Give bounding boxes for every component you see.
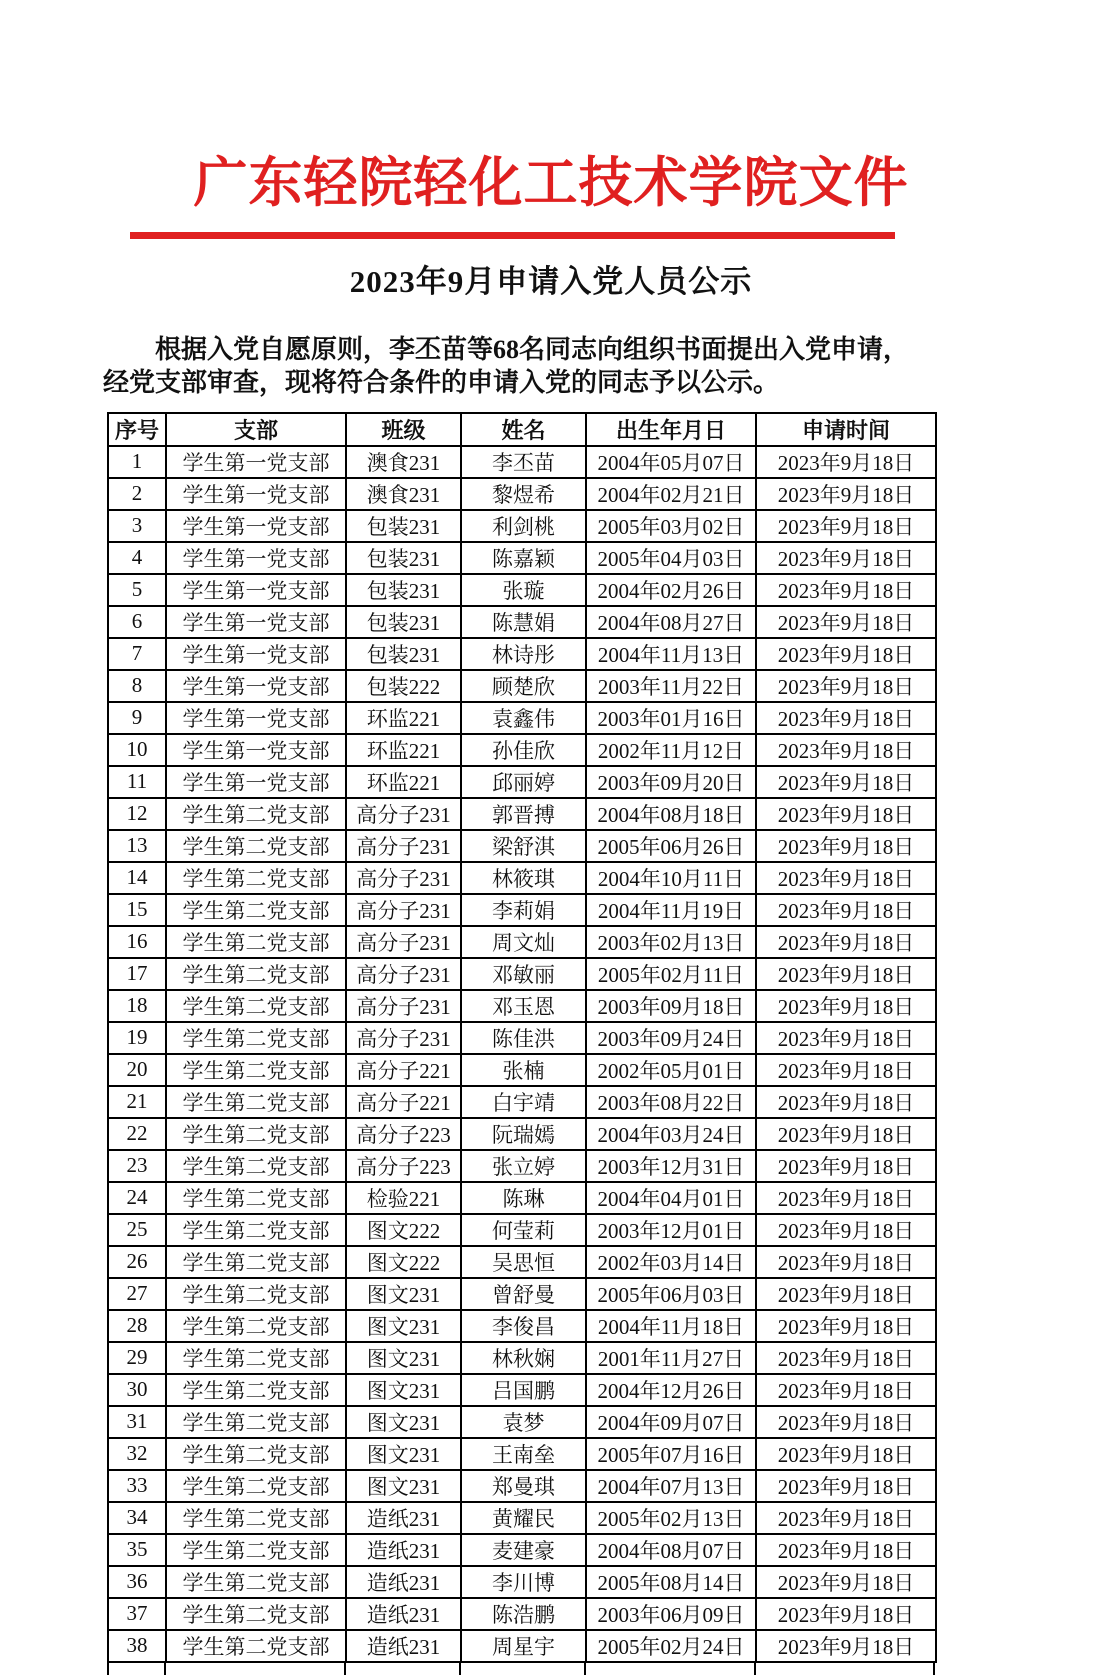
table-row — [108, 1086, 936, 1118]
cell-name: 利剑桃 — [461, 510, 586, 542]
cell-name: 黄耀民 — [461, 1502, 586, 1534]
cell-class: 包装231 — [346, 542, 461, 574]
cell-branch: 学生第二党支部 — [166, 798, 346, 830]
cell-apply-date: 2023年9月18日 — [756, 670, 936, 702]
table-row — [108, 734, 936, 766]
cell-name: 林诗彤 — [461, 638, 586, 670]
cell-birthdate: 2003年06月09日 — [586, 1598, 756, 1630]
cell-class: 造纸231 — [346, 1502, 461, 1534]
cell-branch: 学生第二党支部 — [166, 1310, 346, 1342]
cell-class: 高分子231 — [346, 926, 461, 958]
cell-birthdate: 2004年07月13日 — [586, 1470, 756, 1502]
cell-branch: 学生第二党支部 — [166, 1630, 346, 1662]
cell-birthdate: 2004年08月27日 — [586, 606, 756, 638]
cell-birthdate: 2001年11月27日 — [586, 1342, 756, 1374]
table-row — [108, 574, 936, 606]
cutoff-next-row — [107, 1663, 935, 1675]
cell-class: 环监221 — [346, 734, 461, 766]
cell-apply-date: 2023年9月18日 — [756, 446, 936, 478]
table-column-stub — [754, 1663, 756, 1675]
masthead-rule — [130, 232, 895, 239]
cell-branch: 学生第一党支部 — [166, 702, 346, 734]
cell-index: 24 — [108, 1182, 166, 1214]
cell-apply-date: 2023年9月18日 — [756, 830, 936, 862]
cell-branch: 学生第二党支部 — [166, 1118, 346, 1150]
cell-name: 邓敏丽 — [461, 958, 586, 990]
cell-apply-date: 2023年9月18日 — [756, 798, 936, 830]
table-row — [108, 1118, 936, 1150]
header-cell-apply-date: 申请时间 — [756, 413, 936, 446]
cell-birthdate: 2004年02月26日 — [586, 574, 756, 606]
cell-index: 3 — [108, 510, 166, 542]
cell-apply-date: 2023年9月18日 — [756, 606, 936, 638]
cell-index: 6 — [108, 606, 166, 638]
table-column-stub — [459, 1663, 461, 1675]
cell-birthdate: 2004年11月13日 — [586, 638, 756, 670]
cell-class: 图文231 — [346, 1310, 461, 1342]
cell-apply-date: 2023年9月18日 — [756, 1598, 936, 1630]
table-row — [108, 1022, 936, 1054]
cell-name: 阮瑞嫣 — [461, 1118, 586, 1150]
cell-birthdate: 2004年02月21日 — [586, 478, 756, 510]
cell-name: 陈嘉颖 — [461, 542, 586, 574]
cell-name: 林筱琪 — [461, 862, 586, 894]
cell-birthdate: 2005年02月13日 — [586, 1502, 756, 1534]
table-row — [108, 1374, 936, 1406]
cell-index: 21 — [108, 1086, 166, 1118]
cell-branch: 学生第二党支部 — [166, 862, 346, 894]
cell-birthdate: 2004年11月18日 — [586, 1310, 756, 1342]
cell-apply-date: 2023年9月18日 — [756, 990, 936, 1022]
cell-apply-date: 2023年9月18日 — [756, 1534, 936, 1566]
cell-class: 高分子231 — [346, 894, 461, 926]
cell-branch: 学生第二党支部 — [166, 1374, 346, 1406]
cell-branch: 学生第一党支部 — [166, 446, 346, 478]
cell-name: 李莉娟 — [461, 894, 586, 926]
cell-apply-date: 2023年9月18日 — [756, 1566, 936, 1598]
table-column-stub — [344, 1663, 346, 1675]
header-cell-class: 班级 — [346, 413, 461, 446]
cell-class: 高分子221 — [346, 1086, 461, 1118]
cell-birthdate: 2004年09月07日 — [586, 1406, 756, 1438]
cell-index: 18 — [108, 990, 166, 1022]
cell-index: 16 — [108, 926, 166, 958]
cell-birthdate: 2005年04月03日 — [586, 542, 756, 574]
cell-name: 周文灿 — [461, 926, 586, 958]
cell-birthdate: 2004年12月26日 — [586, 1374, 756, 1406]
cell-name: 黎煜希 — [461, 478, 586, 510]
cell-name: 张立婷 — [461, 1150, 586, 1182]
cell-class: 包装231 — [346, 574, 461, 606]
cell-name: 吴思恒 — [461, 1246, 586, 1278]
header-cell-branch: 支部 — [166, 413, 346, 446]
cell-index: 12 — [108, 798, 166, 830]
cell-birthdate: 2004年04月01日 — [586, 1182, 756, 1214]
header-cell-name: 姓名 — [461, 413, 586, 446]
cell-index: 31 — [108, 1406, 166, 1438]
cell-index: 22 — [108, 1118, 166, 1150]
cell-class: 造纸231 — [346, 1598, 461, 1630]
intro-line: 经党支部审查，现将符合条件的申请入党的同志予以公示。 — [103, 367, 780, 397]
cell-apply-date: 2023年9月18日 — [756, 1438, 936, 1470]
cell-apply-date: 2023年9月18日 — [756, 1246, 936, 1278]
table-row — [108, 766, 936, 798]
cell-branch: 学生第二党支部 — [166, 1406, 346, 1438]
cell-class: 环监221 — [346, 702, 461, 734]
cell-apply-date: 2023年9月18日 — [756, 1406, 936, 1438]
cell-apply-date: 2023年9月18日 — [756, 1022, 936, 1054]
cell-index: 33 — [108, 1470, 166, 1502]
cell-name: 张璇 — [461, 574, 586, 606]
intro-line: 根据入党自愿原则，李丕苗等68名同志向组织书面提出入党申请， — [155, 334, 910, 364]
header-cell-birthdate: 出生年月日 — [586, 413, 756, 446]
cell-birthdate: 2003年09月18日 — [586, 990, 756, 1022]
cell-branch: 学生第二党支部 — [166, 990, 346, 1022]
cell-branch: 学生第二党支部 — [166, 1054, 346, 1086]
cell-birthdate: 2005年02月24日 — [586, 1630, 756, 1662]
cell-birthdate: 2003年02月13日 — [586, 926, 756, 958]
cell-class: 高分子231 — [346, 798, 461, 830]
cell-apply-date: 2023年9月18日 — [756, 638, 936, 670]
table-row — [108, 1214, 936, 1246]
table-row — [108, 670, 936, 702]
cell-name: 周星宇 — [461, 1630, 586, 1662]
cell-branch: 学生第一党支部 — [166, 670, 346, 702]
cell-apply-date: 2023年9月18日 — [756, 542, 936, 574]
cell-apply-date: 2023年9月18日 — [756, 1182, 936, 1214]
cell-class: 高分子231 — [346, 1022, 461, 1054]
table-row — [108, 606, 936, 638]
table-row — [108, 542, 936, 574]
cell-name: 郑曼琪 — [461, 1470, 586, 1502]
table-row — [108, 798, 936, 830]
cell-branch: 学生第二党支部 — [166, 1022, 346, 1054]
cell-apply-date: 2023年9月18日 — [756, 734, 936, 766]
cell-branch: 学生第一党支部 — [166, 766, 346, 798]
table-row — [108, 1278, 936, 1310]
table-column-stub — [933, 1663, 935, 1675]
cell-index: 34 — [108, 1502, 166, 1534]
cell-apply-date: 2023年9月18日 — [756, 1310, 936, 1342]
cell-birthdate: 2004年08月18日 — [586, 798, 756, 830]
cell-class: 高分子223 — [346, 1118, 461, 1150]
cell-class: 图文231 — [346, 1342, 461, 1374]
cell-name: 何莹莉 — [461, 1214, 586, 1246]
cell-name: 邓玉恩 — [461, 990, 586, 1022]
cell-index: 14 — [108, 862, 166, 894]
cell-apply-date: 2023年9月18日 — [756, 862, 936, 894]
cell-class: 包装231 — [346, 510, 461, 542]
cell-apply-date: 2023年9月18日 — [756, 894, 936, 926]
cell-birthdate: 2003年01月16日 — [586, 702, 756, 734]
cell-index: 5 — [108, 574, 166, 606]
cell-name: 林秋娴 — [461, 1342, 586, 1374]
cell-class: 高分子231 — [346, 990, 461, 1022]
cell-class: 检验221 — [346, 1182, 461, 1214]
cell-branch: 学生第一党支部 — [166, 734, 346, 766]
cell-class: 包装231 — [346, 606, 461, 638]
cell-apply-date: 2023年9月18日 — [756, 926, 936, 958]
cell-index: 37 — [108, 1598, 166, 1630]
cell-index: 11 — [108, 766, 166, 798]
cell-apply-date: 2023年9月18日 — [756, 574, 936, 606]
cell-index: 36 — [108, 1566, 166, 1598]
page-title: 2023年9月申请入党人员公示 — [349, 263, 753, 299]
cell-birthdate: 2005年03月02日 — [586, 510, 756, 542]
cell-apply-date: 2023年9月18日 — [756, 1150, 936, 1182]
cell-name: 吕国鹏 — [461, 1374, 586, 1406]
cell-index: 8 — [108, 670, 166, 702]
header-cell-index: 序号 — [108, 413, 166, 446]
table-row — [108, 958, 936, 990]
cell-birthdate: 2003年12月31日 — [586, 1150, 756, 1182]
cell-branch: 学生第二党支部 — [166, 1438, 346, 1470]
cell-index: 9 — [108, 702, 166, 734]
cell-apply-date: 2023年9月18日 — [756, 702, 936, 734]
table-row — [108, 478, 936, 510]
cell-name: 陈佳洪 — [461, 1022, 586, 1054]
table-row — [108, 1310, 936, 1342]
cell-class: 高分子231 — [346, 830, 461, 862]
table-column-stub — [164, 1663, 166, 1675]
cell-branch: 学生第二党支部 — [166, 1470, 346, 1502]
cell-branch: 学生第一党支部 — [166, 510, 346, 542]
cell-index: 15 — [108, 894, 166, 926]
cell-index: 19 — [108, 1022, 166, 1054]
cell-index: 32 — [108, 1438, 166, 1470]
cell-class: 澳食231 — [346, 478, 461, 510]
cell-apply-date: 2023年9月18日 — [756, 510, 936, 542]
cell-branch: 学生第一党支部 — [166, 638, 346, 670]
cell-birthdate: 2003年08月22日 — [586, 1086, 756, 1118]
masthead — [0, 0, 1102, 222]
table-row — [108, 1502, 936, 1534]
cell-branch: 学生第二党支部 — [166, 1246, 346, 1278]
cell-birthdate: 2002年03月14日 — [586, 1246, 756, 1278]
cell-index: 23 — [108, 1150, 166, 1182]
cell-index: 7 — [108, 638, 166, 670]
cell-index: 38 — [108, 1630, 166, 1662]
table-row — [108, 446, 936, 478]
cell-name: 陈慧娟 — [461, 606, 586, 638]
cell-name: 孙佳欣 — [461, 734, 586, 766]
cell-branch: 学生第二党支部 — [166, 1566, 346, 1598]
cell-birthdate: 2004年10月11日 — [586, 862, 756, 894]
table-column-stub — [107, 1663, 109, 1675]
cell-apply-date: 2023年9月18日 — [756, 1470, 936, 1502]
table-row — [108, 1246, 936, 1278]
cell-branch: 学生第二党支部 — [166, 1502, 346, 1534]
cell-branch: 学生第一党支部 — [166, 574, 346, 606]
cell-class: 澳食231 — [346, 446, 461, 478]
cell-index: 25 — [108, 1214, 166, 1246]
table-row — [108, 830, 936, 862]
cell-class: 造纸231 — [346, 1630, 461, 1662]
cell-index: 27 — [108, 1278, 166, 1310]
table-row — [108, 638, 936, 670]
cell-birthdate: 2005年06月03日 — [586, 1278, 756, 1310]
table-row — [108, 894, 936, 926]
header-row — [108, 413, 936, 446]
cell-branch: 学生第二党支部 — [166, 1278, 346, 1310]
cell-class: 高分子231 — [346, 862, 461, 894]
cell-apply-date: 2023年9月18日 — [756, 478, 936, 510]
cell-apply-date: 2023年9月18日 — [756, 1278, 936, 1310]
cell-apply-date: 2023年9月18日 — [756, 766, 936, 798]
cell-name: 郭晋搏 — [461, 798, 586, 830]
cell-branch: 学生第二党支部 — [166, 1214, 346, 1246]
cell-birthdate: 2003年09月24日 — [586, 1022, 756, 1054]
cell-birthdate: 2005年07月16日 — [586, 1438, 756, 1470]
cell-branch: 学生第一党支部 — [166, 606, 346, 638]
cell-birthdate: 2005年02月11日 — [586, 958, 756, 990]
cell-birthdate: 2003年09月20日 — [586, 766, 756, 798]
cell-name: 麦建豪 — [461, 1534, 586, 1566]
cell-name: 李丕苗 — [461, 446, 586, 478]
cell-apply-date: 2023年9月18日 — [756, 1342, 936, 1374]
cell-index: 35 — [108, 1534, 166, 1566]
cell-index: 4 — [108, 542, 166, 574]
cell-index: 13 — [108, 830, 166, 862]
cell-class: 高分子221 — [346, 1054, 461, 1086]
cell-branch: 学生第二党支部 — [166, 1534, 346, 1566]
cell-class: 图文231 — [346, 1374, 461, 1406]
table-row — [108, 510, 936, 542]
table-row — [108, 862, 936, 894]
cell-birthdate: 2003年12月01日 — [586, 1214, 756, 1246]
cell-name: 陈琳 — [461, 1182, 586, 1214]
cell-birthdate: 2004年03月24日 — [586, 1118, 756, 1150]
cell-branch: 学生第二党支部 — [166, 894, 346, 926]
cell-index: 28 — [108, 1310, 166, 1342]
cell-index: 30 — [108, 1374, 166, 1406]
cell-apply-date: 2023年9月18日 — [756, 1054, 936, 1086]
cell-apply-date: 2023年9月18日 — [756, 1118, 936, 1150]
cell-branch: 学生第二党支部 — [166, 1598, 346, 1630]
cell-birthdate: 2003年11月22日 — [586, 670, 756, 702]
intro-paragraph — [103, 333, 999, 399]
cell-name: 白宇靖 — [461, 1086, 586, 1118]
cell-name: 李川博 — [461, 1566, 586, 1598]
cell-index: 20 — [108, 1054, 166, 1086]
cell-birthdate: 2005年08月14日 — [586, 1566, 756, 1598]
cell-name: 袁鑫伟 — [461, 702, 586, 734]
cell-birthdate: 2002年11月12日 — [586, 734, 756, 766]
cell-name: 曾舒曼 — [461, 1278, 586, 1310]
table-row — [108, 1598, 936, 1630]
cell-branch: 学生第二党支部 — [166, 926, 346, 958]
cell-branch: 学生第二党支部 — [166, 1342, 346, 1374]
cell-class: 造纸231 — [346, 1566, 461, 1598]
cell-name: 袁梦 — [461, 1406, 586, 1438]
cell-apply-date: 2023年9月18日 — [756, 1374, 936, 1406]
cell-name: 顾楚欣 — [461, 670, 586, 702]
cell-index: 10 — [108, 734, 166, 766]
cell-birthdate: 2004年11月19日 — [586, 894, 756, 926]
cell-branch: 学生第二党支部 — [166, 1150, 346, 1182]
cell-branch: 学生第二党支部 — [166, 1086, 346, 1118]
table-row — [108, 1182, 936, 1214]
cell-class: 图文222 — [346, 1246, 461, 1278]
cell-apply-date: 2023年9月18日 — [756, 1502, 936, 1534]
table-row — [108, 1342, 936, 1374]
table-row — [108, 1438, 936, 1470]
cell-index: 29 — [108, 1342, 166, 1374]
cell-apply-date: 2023年9月18日 — [756, 1214, 936, 1246]
cell-name: 邱丽婷 — [461, 766, 586, 798]
table-row — [108, 1630, 936, 1662]
cell-class: 图文222 — [346, 1214, 461, 1246]
table-row — [108, 1470, 936, 1502]
cell-class: 造纸231 — [346, 1534, 461, 1566]
cell-apply-date: 2023年9月18日 — [756, 1086, 936, 1118]
cell-apply-date: 2023年9月18日 — [756, 1630, 936, 1662]
cell-birthdate: 2005年06月26日 — [586, 830, 756, 862]
table-row — [108, 1054, 936, 1086]
cell-class: 包装222 — [346, 670, 461, 702]
table-row — [108, 990, 936, 1022]
cell-branch: 学生第一党支部 — [166, 478, 346, 510]
cell-class: 图文231 — [346, 1470, 461, 1502]
cell-birthdate: 2004年08月07日 — [586, 1534, 756, 1566]
table-row — [108, 1534, 936, 1566]
cell-class: 图文231 — [346, 1278, 461, 1310]
cell-branch: 学生第一党支部 — [166, 542, 346, 574]
cell-class: 高分子231 — [346, 958, 461, 990]
cell-name: 张楠 — [461, 1054, 586, 1086]
table-row — [108, 926, 936, 958]
masthead-title: 广东轻院轻化工技术学院文件 — [193, 153, 909, 213]
cell-apply-date: 2023年9月18日 — [756, 958, 936, 990]
cell-name: 陈浩鹏 — [461, 1598, 586, 1630]
cell-branch: 学生第二党支部 — [166, 958, 346, 990]
table-row — [108, 1150, 936, 1182]
applicants-table — [107, 412, 937, 1663]
cell-birthdate: 2004年05月07日 — [586, 446, 756, 478]
cell-birthdate: 2002年05月01日 — [586, 1054, 756, 1086]
cell-class: 图文231 — [346, 1406, 461, 1438]
cell-index: 2 — [108, 478, 166, 510]
table-column-stub — [584, 1663, 586, 1675]
cell-class: 图文231 — [346, 1438, 461, 1470]
cell-index: 1 — [108, 446, 166, 478]
table-row — [108, 702, 936, 734]
cell-name: 李俊昌 — [461, 1310, 586, 1342]
table-row — [108, 1566, 936, 1598]
cell-name: 梁舒淇 — [461, 830, 586, 862]
cell-branch: 学生第二党支部 — [166, 1182, 346, 1214]
cell-name: 王南垒 — [461, 1438, 586, 1470]
table-row — [108, 1406, 936, 1438]
cell-index: 26 — [108, 1246, 166, 1278]
cell-index: 17 — [108, 958, 166, 990]
cell-branch: 学生第二党支部 — [166, 830, 346, 862]
cell-class: 包装231 — [346, 638, 461, 670]
cell-class: 环监221 — [346, 766, 461, 798]
cell-class: 高分子223 — [346, 1150, 461, 1182]
